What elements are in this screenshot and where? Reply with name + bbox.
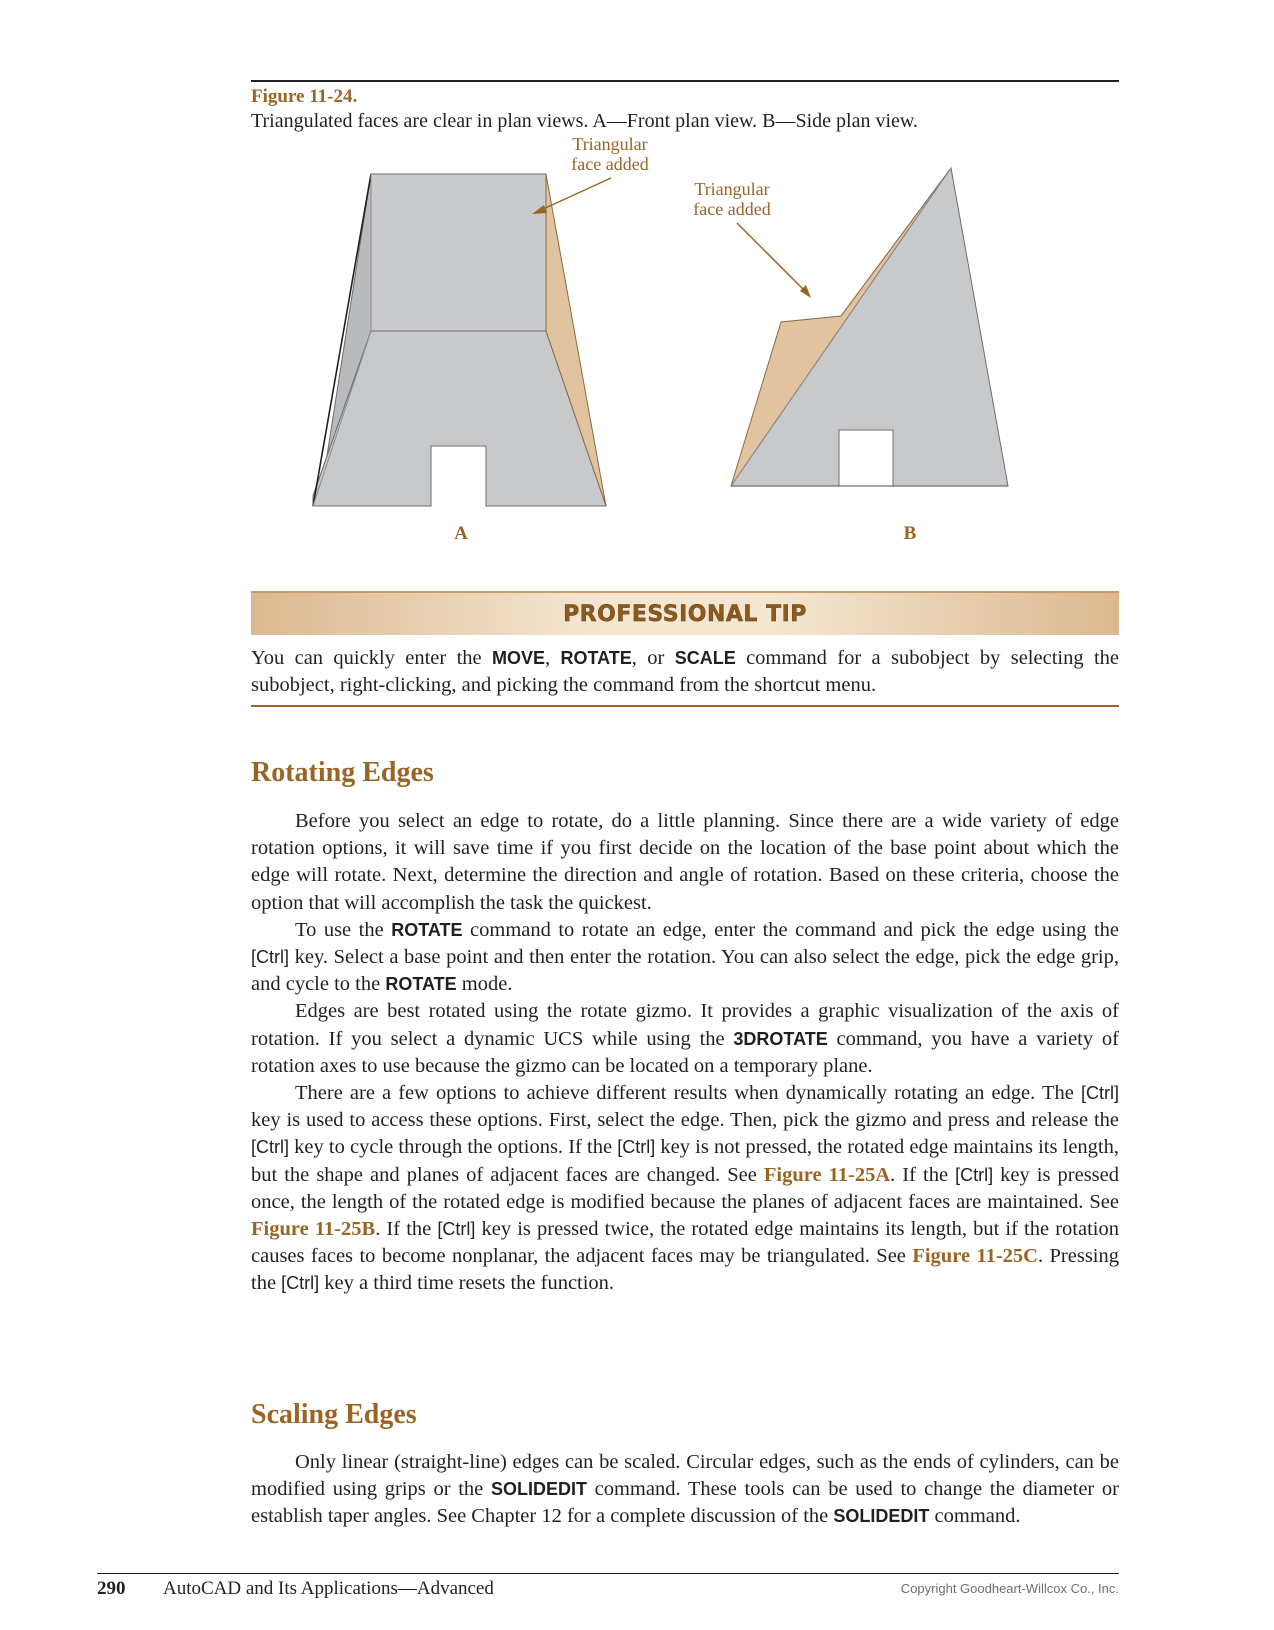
figure-top-rule (251, 80, 1119, 82)
view-a-leader-arrow (541, 178, 611, 210)
text-run: Only linear (straight-line) edges can be scaled. Circular edges, such as the ends of cylinders, can be modified using grips or the (251, 1451, 1119, 1501)
text-run: To use the (295, 918, 392, 941)
figure-11-25b-link[interactable]: Figure 11-25B (251, 1218, 376, 1241)
key-name: [Ctrl] (251, 947, 289, 968)
view-b-label: B (903, 523, 917, 544)
key-name: [Ctrl] (251, 1137, 289, 1158)
key-name: [Ctrl] (281, 1273, 320, 1294)
page-number: 290 (97, 1578, 126, 1599)
view-b-callout-line1: Triangular (694, 179, 770, 199)
rotating-edges-body (251, 808, 1119, 1298)
text-run: command, you have a variety of rotation axes to use because the gizmo can be located on a temporary plane. (251, 1027, 1119, 1077)
key-name: [Ctrl] (617, 1137, 656, 1158)
tip-command-scale: SCALE (674, 648, 736, 668)
text-run: key a third time resets the function. (319, 1272, 615, 1295)
view-a-callout-line1: Triangular (572, 134, 648, 154)
text-run: . If the (375, 1218, 438, 1241)
tip-text-part: You can quickly enter the (251, 647, 492, 669)
text-run: key is pressed once, the length of the rotated edge is modified because the planes of adjacent faces are maintained. See (251, 1163, 1119, 1213)
rotating-paragraph-3 (251, 998, 1119, 1080)
text-run: key. Select a base point and then enter the rotation. You can also select the edge, pick the edge grip, and cycle to the (251, 946, 1119, 996)
text-run: Edges are best rotated using the rotate gizmo. It provides a graphic visualization of the axis of rotation. If you select a dynamic UCS while using the (251, 1000, 1119, 1050)
text-run: mode. (456, 973, 513, 996)
text-run: key is not pressed, the rotated edge maintains its length, but the shape and planes of adjacent faces are changed. See (251, 1136, 1119, 1186)
command-name: ROTATE (385, 974, 457, 995)
figure-illustration (251, 134, 1119, 554)
heading-rotating-edges: Rotating Edges (251, 757, 434, 788)
text-run: . If the (890, 1163, 956, 1186)
text-run: key is used to access these options. First, select the edge. Then, pick the gizmo and press and release the (251, 1109, 1119, 1132)
scaling-paragraph-1 (251, 1449, 1119, 1531)
command-name: SOLIDEDIT (833, 1506, 930, 1527)
key-name: [Ctrl] (437, 1219, 476, 1240)
figure-caption: Triangulated faces are clear in plan views. A—Front plan view. B—Side plan view. (251, 110, 919, 132)
scaling-edges-body (251, 1449, 1119, 1531)
view-a-label: A (454, 523, 468, 544)
tip-text-part: , (544, 647, 561, 669)
view-a-drawing (313, 174, 606, 506)
command-name: 3DROTATE (733, 1028, 828, 1049)
text-run: command. These tools can be used to change the diameter or establish taper angles. See Chapter 12 for a complete discussion of the (251, 1478, 1119, 1528)
tip-command-move: MOVE (491, 648, 545, 668)
view-a-face-top (371, 174, 546, 331)
figure-11-25a-link[interactable]: Figure 11-25A (763, 1163, 891, 1186)
text-run: There are a few options to achieve different results when dynamically rotating an edge. The (295, 1082, 1081, 1105)
tip-text-part: command for a subobject by selecting the subobject, right-clicking, and picking the command from the shortcut menu. (251, 647, 1119, 696)
tip-command-rotate: ROTATE (560, 648, 632, 668)
rotating-paragraph-1: Before you select an edge to rotate, do a little planning. Since there are a wide variety of edge rotation options, it will save time if you first decide on the location of the base point about which the edge will rotate. Next, determine the direction and angle of rotation. Based on these criteria, choose the option that will accomplish the task the quickest. (251, 810, 1119, 914)
text-run: command to rotate an edge, enter the command and pick the edge using the (462, 918, 1120, 941)
tip-text-part: , or (631, 647, 675, 669)
text-run: . Pressing the (251, 1245, 1119, 1295)
professional-tip-title: PROFESSIONAL TIP (563, 602, 807, 627)
command-name: ROTATE (391, 919, 463, 940)
key-name: [Ctrl] (955, 1164, 994, 1185)
view-b-leader-arrow (737, 223, 806, 292)
text-run: command. (929, 1505, 1021, 1528)
rotating-paragraph-4 (251, 1080, 1119, 1298)
copyright-notice: Copyright Goodheart-Willcox Co., Inc. (900, 1581, 1119, 1596)
figure-11-25c-link[interactable]: Figure 11-25C (912, 1245, 1038, 1268)
professional-tip-text (251, 645, 1119, 699)
view-a-callout-line2: face added (571, 154, 649, 174)
heading-scaling-edges: Scaling Edges (251, 1399, 417, 1430)
key-name: [Ctrl] (1081, 1083, 1119, 1104)
figure-number: Figure 11-24. (251, 86, 358, 107)
view-b-drawing (731, 168, 1008, 486)
rotating-paragraph-2 (251, 917, 1119, 999)
text-run: key to cycle through the options. If the (289, 1136, 618, 1159)
professional-tip-banner (251, 591, 1119, 635)
view-b-callout-line2: face added (693, 199, 771, 219)
view-b-notch (839, 430, 893, 486)
command-name: SOLIDEDIT (490, 1479, 587, 1500)
footer-rule (97, 1573, 1119, 1574)
professional-tip-rule (251, 705, 1119, 707)
text-run: key is pressed twice, the rotated edge maintains its length, but if the rotation causes faces to become nonplanar, the adjacent faces may be triangulated. See (251, 1218, 1119, 1268)
book-title: AutoCAD and Its Applications—Advanced (163, 1578, 494, 1599)
